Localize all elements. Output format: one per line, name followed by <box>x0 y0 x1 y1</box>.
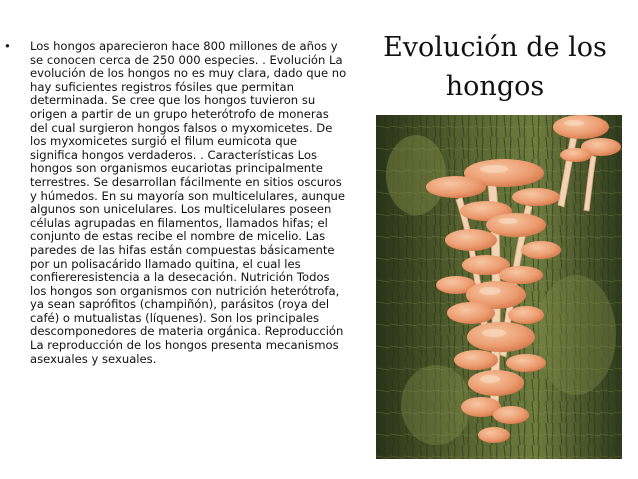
bullet-item <box>4 40 348 366</box>
mushroom-photo <box>376 115 622 459</box>
moss-patch <box>401 365 471 445</box>
moss-patch <box>386 135 446 215</box>
bullet-list <box>4 40 348 366</box>
body-text: Los hongos aparecieron hace 800 millones de años y se conocen cerca de 250 000 especies. . Evolución La evolución de los hongos no es muy clara, dado que no hay suficientes registros fósiles que permitan determinada. Se cree que los hongos tuvieron su origen a partir de un grupo heterótrofo de moneras del cual surgieron hongos falsos o myxomicetes. De los myxomicetes surgió el filum eumicota que significa hongos verdaderos. . Características Los hongos son organismos eucariotas principalmente terrestres. Se desarrollan fácilmente en sitios oscuros y húmedos. En su mayoría son multicelulares, aunque algunos son unicelulares. Los multicelulares poseen células agrupadas en filamentos, llamados hifas; el conjunto de estas recibe el nombre de micelio. Las paredes de las hifas están compuestas básicamente por un polisacárido llamado quitina, el cual les confiereresistencia a la desecación. Nutrición Todos los hongos son organismos con nutrición heterótrofa, ya sean saprófitos (champiñón), parásitos (roya del café) o mutualistas (líquenes). Son los principales descomponedores de materia orgánica. Reproducción La reproducción de los hongos presenta mecanismos asexuales y sexuales. <box>30 39 347 366</box>
moss-patch <box>536 275 616 395</box>
mushroom-cluster-photo-icon <box>376 115 622 459</box>
slide-title: Evolución de los hongos <box>383 32 607 102</box>
bullet-symbol: • <box>4 39 11 53</box>
